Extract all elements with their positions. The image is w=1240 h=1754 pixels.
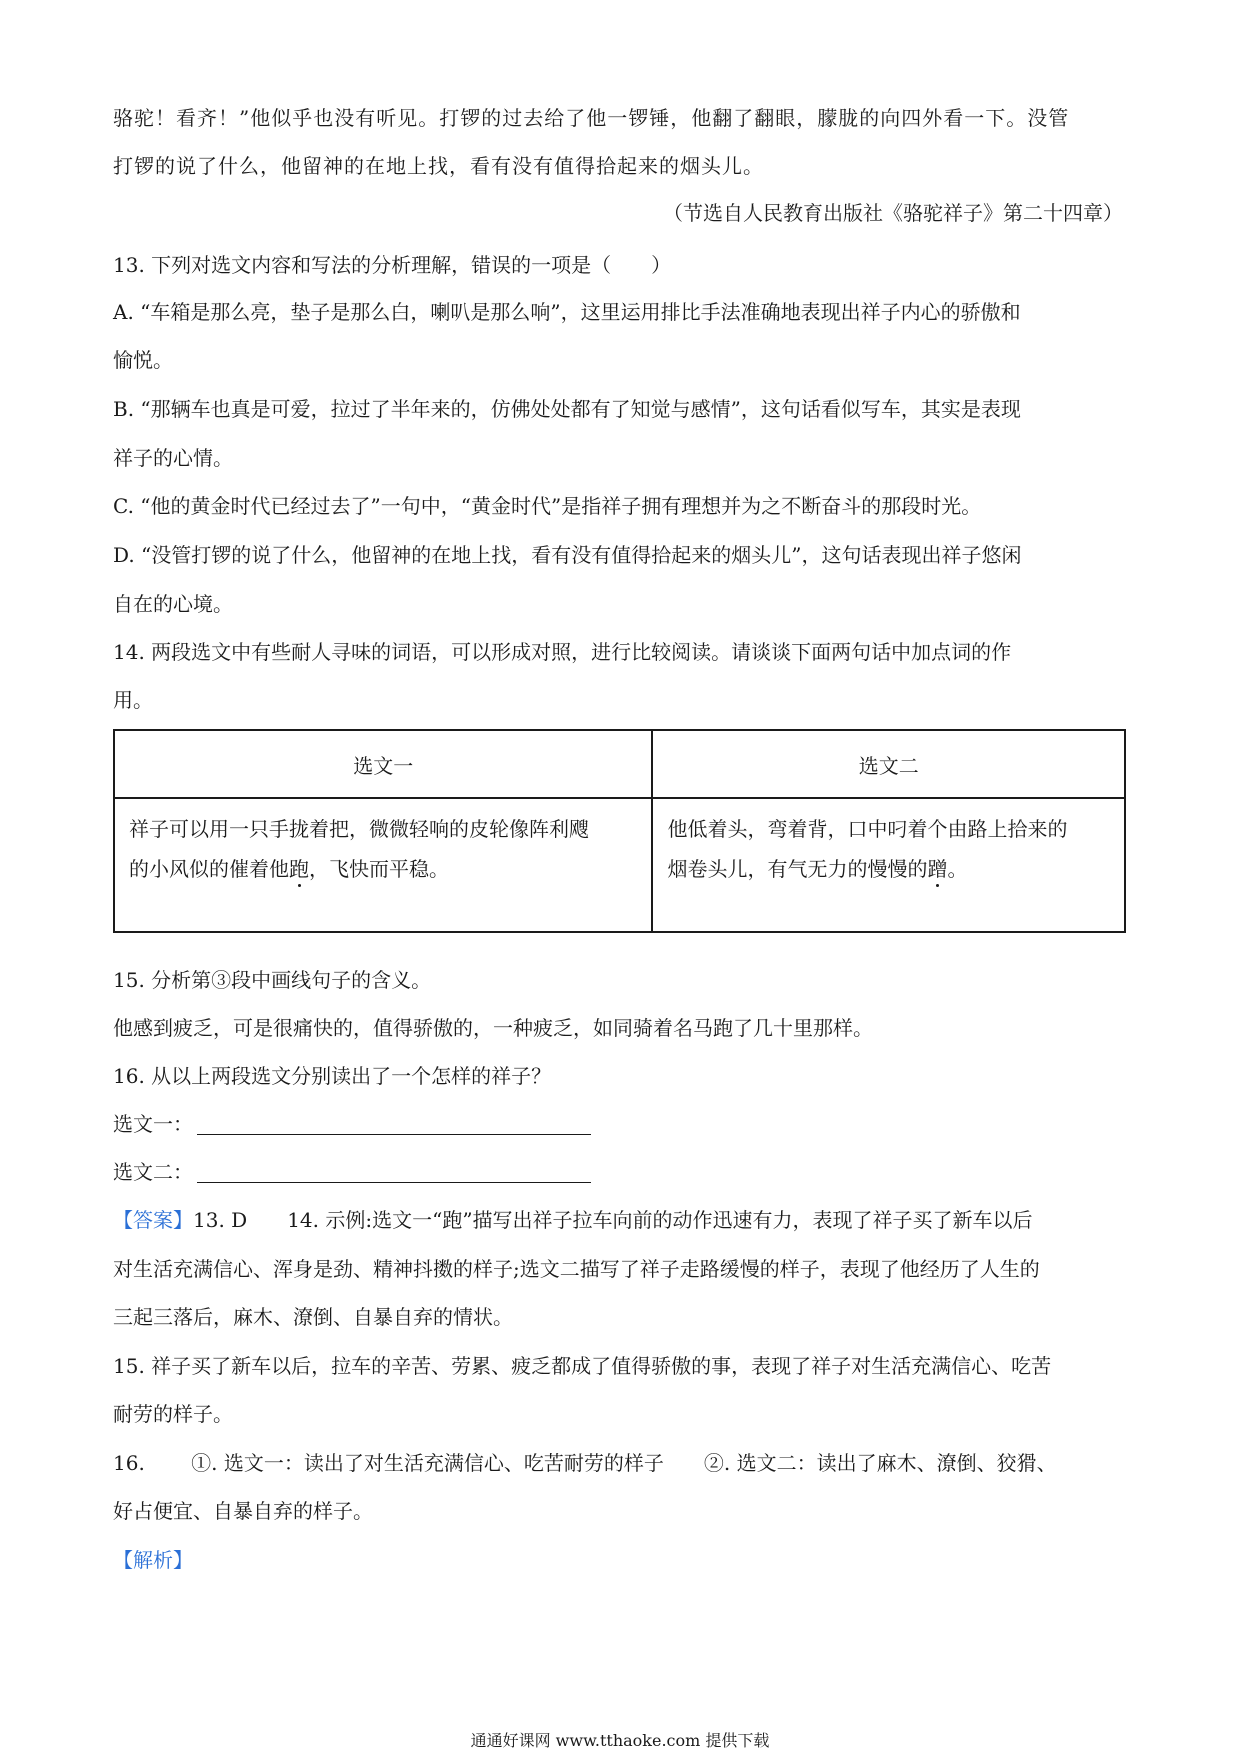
passage-source: （节选自人民教育出版社《骆驼祥子》第二十四章） bbox=[663, 201, 1123, 225]
answer-line-1 bbox=[113, 1206, 1033, 1234]
passage-line-1: 骆驼！看齐！”他似乎也没有听见。打锣的过去给了他一锣锤，他翻了翻眼，朦胧的向四外看一下。没管 bbox=[113, 106, 1070, 130]
cell-2-text-c: 。 bbox=[947, 857, 968, 881]
question-13-stem: 13. 下列对选文内容和写法的分析理解，错误的一项是（ ） bbox=[113, 253, 672, 277]
table-header-passage-2: 选文二 bbox=[652, 730, 1125, 798]
option-a-line-2: 愉悦。 bbox=[113, 348, 173, 372]
option-a-line-1: A. “车箱是那么亮，垫子是那么白，喇叭是那么响”，这里运用排比手法准确地表现出祥子内心的骄傲和 bbox=[113, 300, 1021, 324]
page-footer: 通通好课网 www.tthaoke.com 提供下载 bbox=[470, 1731, 770, 1750]
dotted-word-ceng: 蹭 bbox=[927, 857, 948, 881]
answer-line-passage-2 bbox=[113, 1158, 591, 1186]
cell-2-text-a: 他低着头，弯着背，口中叼着个由路上拾来的 bbox=[667, 817, 1068, 841]
table-cell-passage-1 bbox=[114, 798, 652, 932]
answer-line-passage-1 bbox=[113, 1110, 591, 1138]
answer-text-2: 对生活充满信心、浑身是劲、精神抖擞的样子;选文二描写了祥子走路缓慢的样子，表现了他经历了人生的 bbox=[113, 1257, 1040, 1281]
analysis-tag: 【解析】 bbox=[113, 1548, 193, 1572]
option-b-line-1: B. “那辆车也真是可爱，拉过了半年来的，仿佛处处都有了知觉与感情”，这句话看似写车，其实是表现 bbox=[113, 397, 1021, 421]
question-14-stem-line-1: 14. 两段选文中有些耐人寻味的词语，可以形成对照，进行比较阅读。请谈谈下面两句话中加点词的作 bbox=[113, 640, 1012, 664]
comparison-table bbox=[113, 729, 1126, 933]
table-cell-passage-2 bbox=[652, 798, 1125, 932]
answer-text-7: 好占便宜、自暴自弃的样子。 bbox=[113, 1499, 373, 1523]
answer-label-2: 选文二： bbox=[113, 1160, 193, 1184]
dotted-word-pao: 跑 bbox=[289, 857, 309, 881]
question-15-sentence: 他感到疲乏，可是很痛快的，值得骄傲的，一种疲乏，如同骑着名马跑了几十里那样。 bbox=[113, 1016, 873, 1040]
answer-text-4: 15. 祥子买了新车以后，拉车的辛苦、劳累、疲乏都成了值得骄傲的事，表现了祥子对生活充满信心、吃苦 bbox=[113, 1354, 1052, 1378]
table-header-passage-1: 选文一 bbox=[114, 730, 652, 798]
passage-line-2: 打锣的说了什么，他留神的在地上找，看有没有值得拾起来的烟头儿。 bbox=[113, 154, 764, 178]
answer-blank-2[interactable] bbox=[197, 1164, 591, 1183]
cell-1-text-a: 祥子可以用一只手拢着把，微微轻响的皮轮像阵利飕 bbox=[129, 817, 589, 841]
answer-text-1: 13. D 14. 示例:选文一“跑”描写出祥子拉车向前的动作迅速有力，表现了祥子买了新车以后 bbox=[193, 1208, 1033, 1232]
option-c-line-1: C. “他的黄金时代已经过去了”一句中，“黄金时代”是指祥子拥有理想并为之不断奋斗的那段时光。 bbox=[113, 494, 982, 518]
answer-text-5: 耐劳的样子。 bbox=[113, 1402, 233, 1426]
cell-1-text-c: ，飞快而平稳。 bbox=[309, 857, 449, 881]
answer-tag: 【答案】 bbox=[113, 1208, 193, 1232]
answer-label-1: 选文一： bbox=[113, 1112, 193, 1136]
cell-1-text-b: 的小风似的催着他 bbox=[129, 857, 289, 881]
answer-text-6: 16. ①. 选文一：读出了对生活充满信心、吃苦耐劳的样子 ②. 选文二：读出了麻木、潦倒、狡猾、 bbox=[113, 1451, 1057, 1475]
option-d-line-1: D. “没管打锣的说了什么，他留神的在地上找，看有没有值得拾起来的烟头儿”，这句话表现出祥子悠闲 bbox=[113, 543, 1022, 567]
answer-text-3: 三起三落后，麻木、潦倒、自暴自弃的情状。 bbox=[113, 1305, 513, 1329]
cell-2-text-b: 烟卷头儿，有气无力的慢慢的 bbox=[667, 857, 928, 881]
question-14-stem-line-2: 用。 bbox=[113, 688, 153, 712]
option-b-line-2: 祥子的心情。 bbox=[113, 446, 233, 470]
answer-blank-1[interactable] bbox=[197, 1116, 591, 1135]
question-15-stem: 15. 分析第③段中画线句子的含义。 bbox=[113, 968, 432, 992]
question-16-stem: 16. 从以上两段选文分别读出了一个怎样的祥子？ bbox=[113, 1064, 552, 1088]
option-d-line-2: 自在的心境。 bbox=[113, 592, 233, 616]
